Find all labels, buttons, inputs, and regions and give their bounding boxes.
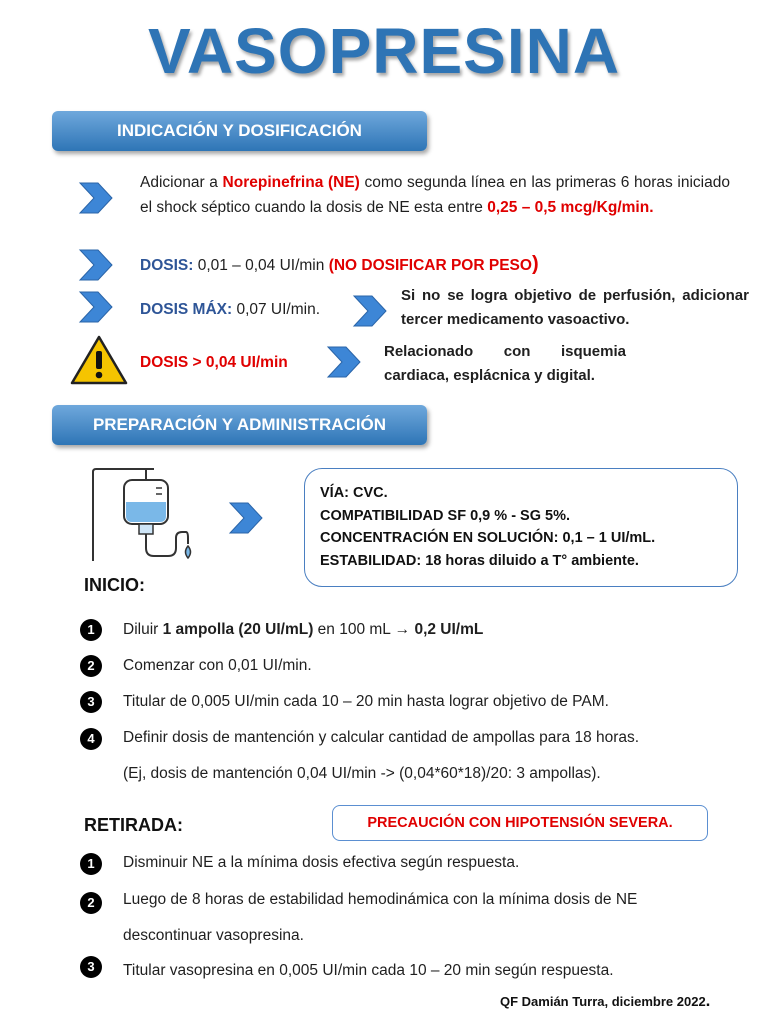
concentration-line: CONCENTRACIÓN EN SOLUCIÓN: 0,1 – 1 UI/mL. (320, 530, 656, 546)
chevron-right-icon (78, 290, 114, 324)
max-dose-line (140, 297, 360, 322)
dose-value: 0,01 – 0,04 UI/min (193, 257, 329, 274)
dose-note-paren: ) (531, 253, 539, 275)
inicio-step-4: Definir dosis de mantención y calcular cantidad de ampollas para 18 horas. (123, 729, 640, 746)
iv-bag-icon (88, 466, 200, 562)
hypotension-warning: PRECAUCIÓN CON HIPOTENSIÓN SEVERA. (332, 805, 708, 841)
max-dose-note: Si no se logra objetivo de perfusión, adicionar tercer medicamento vasoactivo. (401, 287, 749, 328)
chevron-right-icon (78, 248, 114, 282)
indication-paragraph (140, 170, 730, 220)
chevron-right-icon (352, 294, 388, 328)
warning-dose: DOSIS > 0,04 UI/min (140, 354, 288, 371)
dose-label: DOSIS: (140, 257, 194, 274)
step-text-bold: 1 ampolla (20 UI/mL) (162, 621, 314, 638)
section-header-indication: INDICACIÓN Y DOSIFICACIÓN (52, 111, 427, 151)
dose-line (140, 252, 740, 278)
norepinefrina-highlight: Norepinefrina (NE) (222, 174, 360, 191)
step-number-badge: 1 (80, 619, 102, 641)
step-text: Diluir (123, 621, 163, 638)
signature-text: QF Damián Turra, diciembre 2022 (500, 994, 706, 1009)
section-header-preparation: PREPARACIÓN Y ADMINISTRACIÓN (52, 405, 427, 445)
administration-box (304, 468, 738, 587)
retirada-step-2: Luego de 8 horas de estabilidad hemodinámica con la mínima dosis de NE (123, 891, 638, 908)
signature-dot: . (705, 991, 711, 1010)
step-number-badge: 2 (80, 655, 102, 677)
indication-text-b: como segunda línea en las primeras 6 horas iniciado el shock séptico cuando la dosis de NE esta entre (140, 174, 730, 216)
page-title: VASOPRESINA (147, 15, 621, 87)
step-number-badge: 4 (80, 728, 102, 750)
compatibility-line: COMPATIBILIDAD SF 0,9 % - SG 5%. (320, 507, 571, 524)
step-text-bold: 0,2 UI/mL (414, 621, 484, 638)
chevron-right-icon (228, 501, 264, 535)
inicio-step-2: Comenzar con 0,01 UI/min. (123, 657, 312, 674)
inicio-label: INICIO: (84, 575, 145, 595)
inicio-step-4-example: (Ej, dosis de mantención 0,04 UI/min -> (0,04*60*18)/20: 3 ampollas). (123, 765, 601, 782)
step-number-badge: 2 (80, 892, 102, 914)
step-text: en 100 mL → (313, 621, 415, 638)
step-number-badge: 1 (80, 853, 102, 875)
warning-icon (70, 335, 128, 385)
retirada-step-3: Titular vasopresina en 0,005 UI/min cada 10 – 20 min según respuesta. (123, 962, 614, 979)
max-dose-label: DOSIS MÁX: (140, 301, 233, 318)
step-number-badge: 3 (80, 956, 102, 978)
dose-note: (NO DOSIFICAR POR PESO (328, 257, 532, 274)
max-dose-value: 0,07 UI/min. (232, 301, 321, 318)
warning-note: Relacionado con isquemia cardiaca, esplácnica y digital. (384, 343, 626, 384)
stability-line: ESTABILIDAD: 18 horas diluido a T° ambiente. (320, 552, 639, 569)
signature (500, 991, 710, 1011)
route-line: VÍA: CVC. (320, 485, 388, 501)
inicio-step-1 (123, 618, 743, 642)
retirada-step-1: Disminuir NE a la mínima dosis efectiva según respuesta. (123, 854, 520, 871)
inicio-step-3: Titular de 0,005 UI/min cada 10 – 20 min hasta lograr objetivo de PAM. (123, 693, 609, 710)
step-number-badge: 3 (80, 691, 102, 713)
retirada-label: RETIRADA: (84, 815, 183, 835)
ne-dose-range: 0,25 – 0,5 mcg/Kg/min. (487, 199, 654, 216)
indication-text-a: Adicionar a (140, 174, 223, 191)
retirada-step-2-cont: descontinuar vasopresina. (123, 927, 304, 944)
chevron-right-icon (326, 345, 362, 379)
chevron-right-icon (78, 181, 114, 215)
